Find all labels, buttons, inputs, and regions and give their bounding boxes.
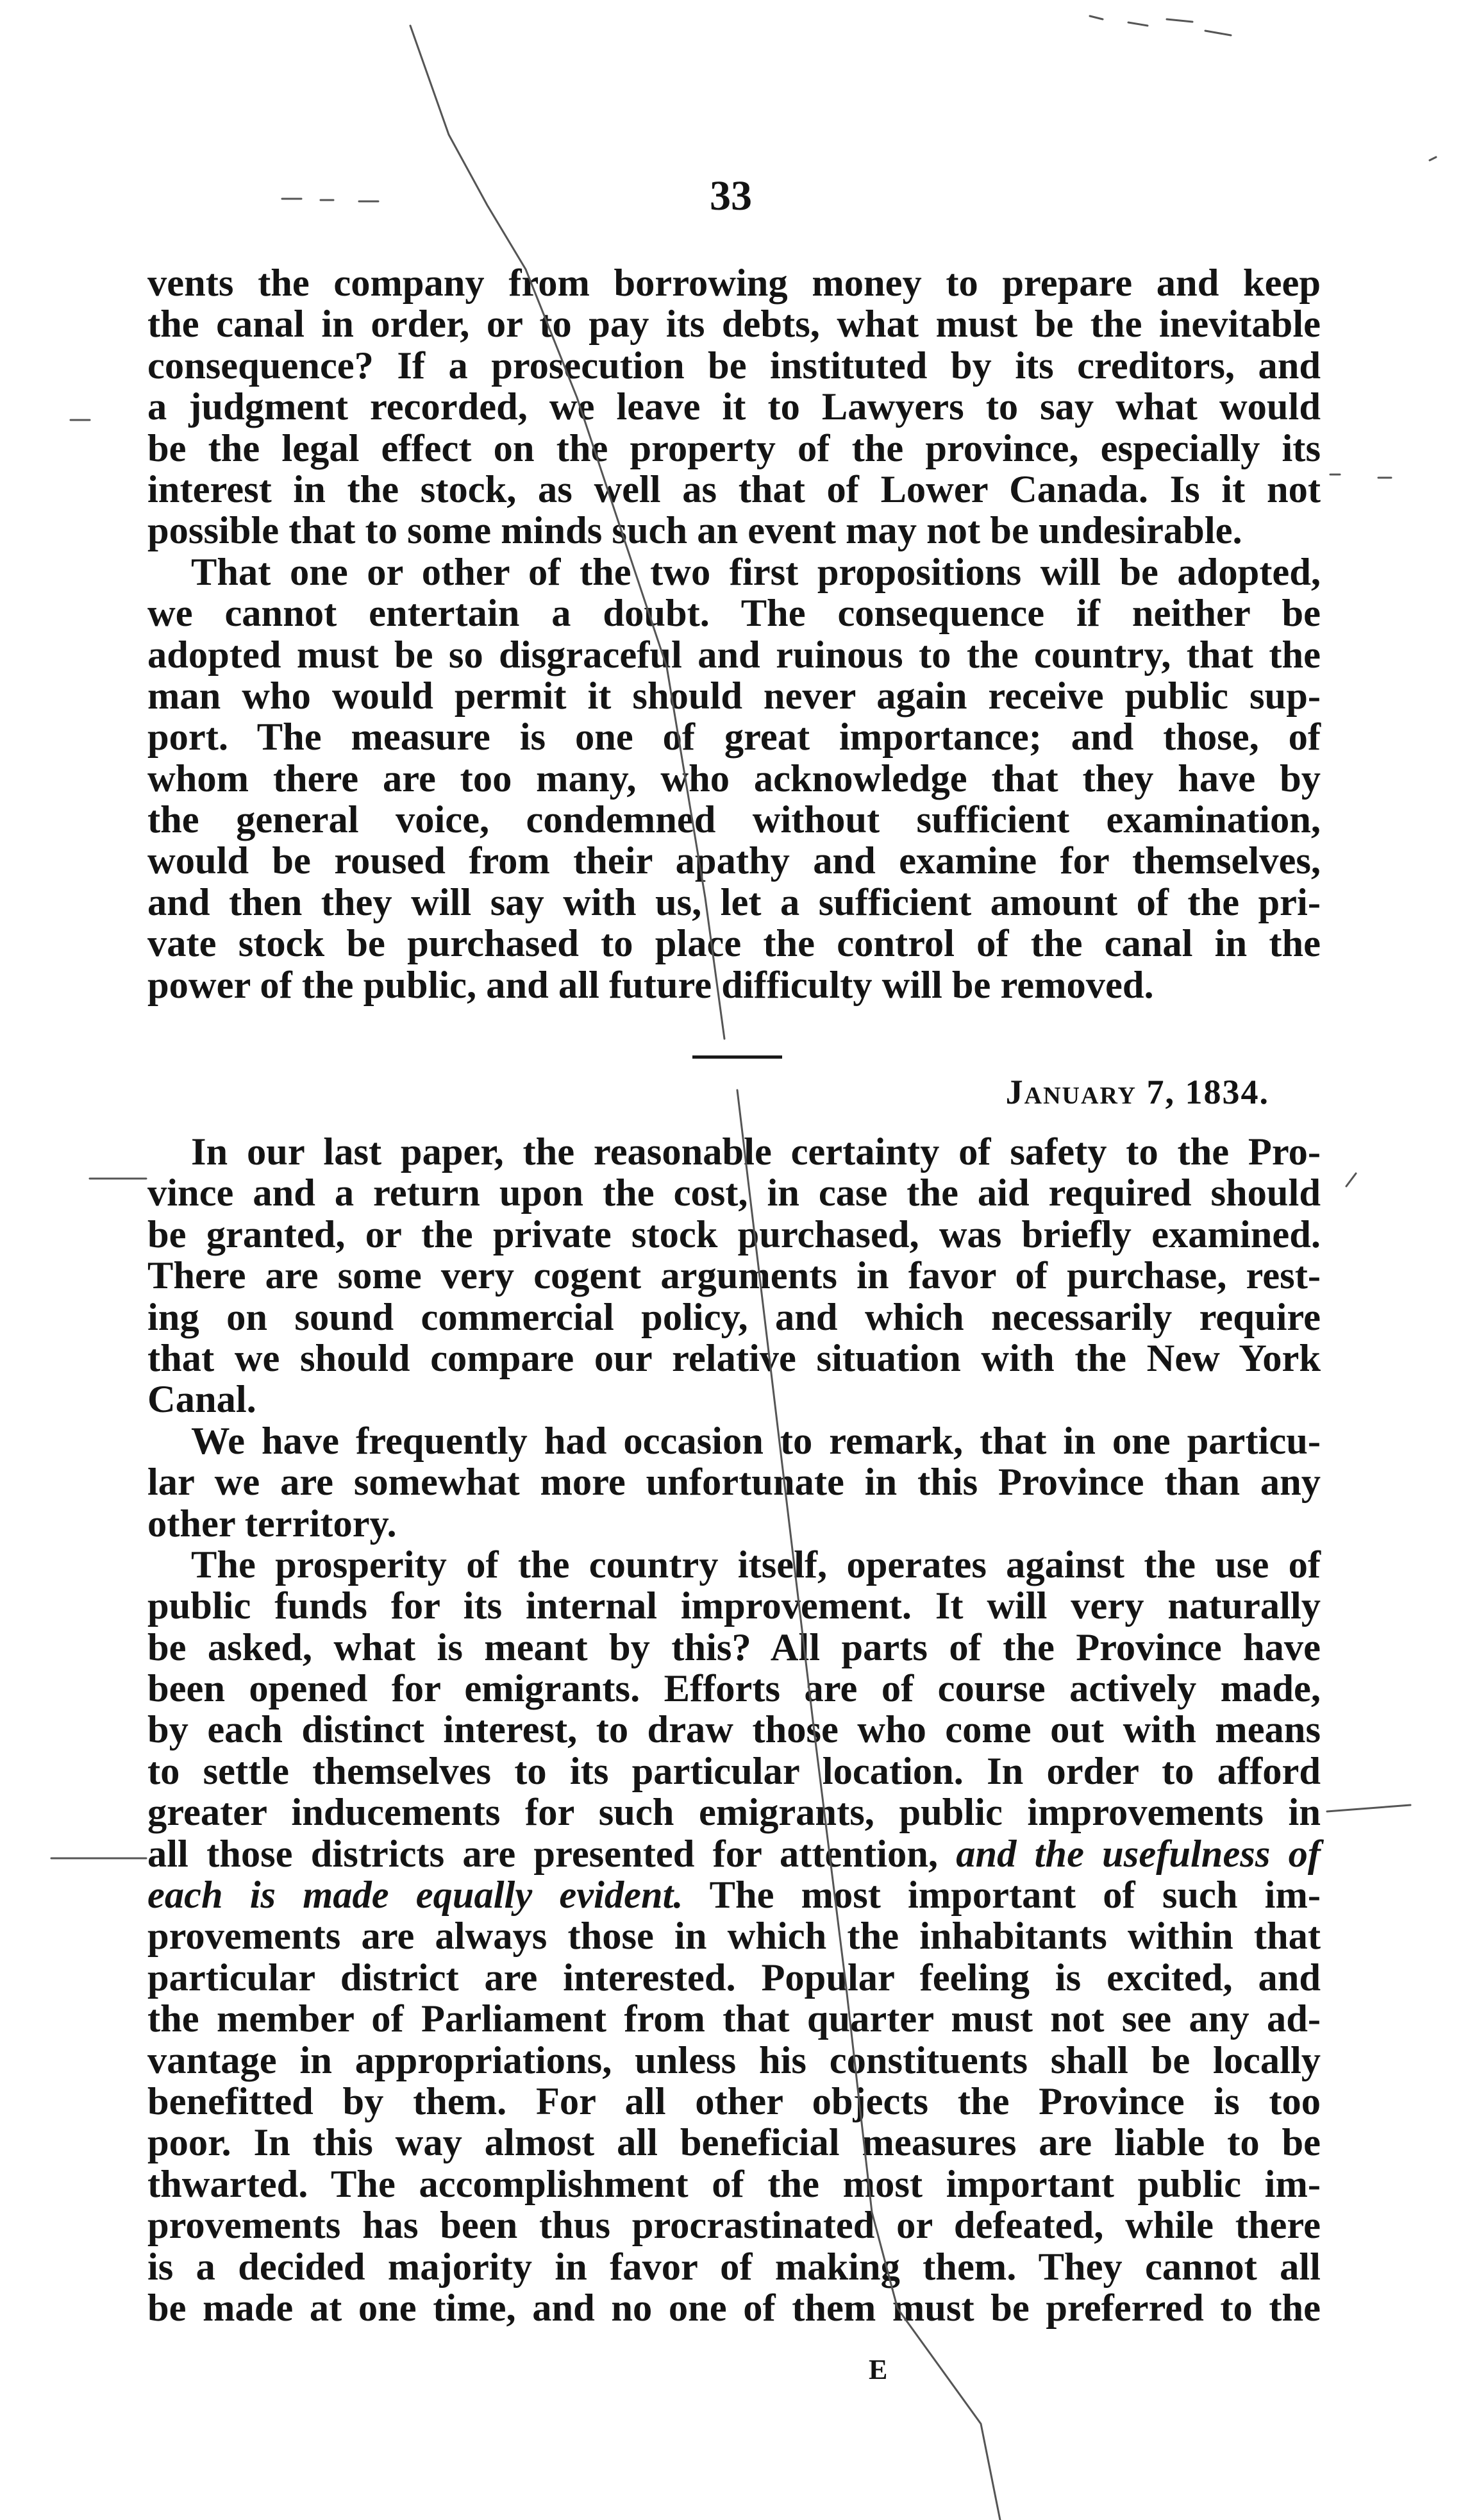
text-line: be made at one time, and no one of them must be preferred to the [147,2286,1321,2330]
text-line: greater inducements for such emigrants, public improvements in [147,1791,1321,1835]
text-line: and then they will say with us, let a sufficient amount of the pri- [147,880,1321,924]
text-line: the general voice, condemned without sufficient examination, [147,798,1321,842]
text-line: benefitted by them. For all other objects the Province is too [147,2079,1321,2123]
text-line: vince and a return upon the cost, in case the aid required should [147,1172,1321,1215]
text-line: be the legal effect on the property of the province, especially its [147,426,1321,470]
text-line: be granted, or the private stock purchased, was briefly examined. [147,1213,1321,1256]
text-line: We have frequently had occasion to remark, that in one particu- [191,1419,1321,1463]
text-segment: The most important of such im- [709,1874,1321,1917]
article-text [147,1132,1321,2329]
text-line: vents the company from borrowing money to prepare and keep [147,262,1321,305]
text-line: vate stock be purchased to place the control of the canal in the [147,922,1321,966]
text-line: Canal. [147,1378,256,1422]
scan-mark-line [1346,1173,1356,1186]
text-line: we cannot entertain a doubt. The consequence if neither be [147,592,1321,635]
text-line: man who would permit it should never again receive public sup- [147,674,1321,718]
scan-mark-line [282,199,378,201]
text-line: In our last paper, the reasonable certainty of safety to the Pro- [191,1130,1321,1173]
continued-article-text [147,263,1321,1006]
section-divider [692,1055,782,1059]
text-line: been opened for emigrants. Efforts are of course actively made, [147,1667,1321,1711]
text-line: consequence? If a prosecution be instituted by its creditors, and [147,344,1321,387]
text-line: the member of Parliament from that quarter must not see any ad- [147,1997,1321,2041]
italic-segment: and the usefulness of [956,1832,1321,1876]
dateline: January 7, 1834. [1005,1073,1269,1111]
scan-mark-line [1327,1805,1410,1811]
text-line: particular district are interested. Popular feeling is excited, and [147,1956,1321,1999]
text-line: possible that to some minds such an event may not be undesirable. [147,509,1242,553]
text-line: is a decided majority in favor of making them. They cannot all [147,2245,1321,2289]
text-line: poor. In this way almost all beneficial measures are liable to be [147,2121,1321,2165]
page-number: 33 [710,172,752,219]
text-line: port. The measure is one of great importance; and those, of [147,716,1321,759]
text-line: whom there are too many, who acknowledge that they have by [147,757,1321,800]
text-line: would be roused from their apathy and examine for themselves, [147,839,1321,883]
text-line: by each distinct interest, to draw those who come out with means [147,1708,1321,1752]
text-line: be asked, what is meant by this? All parts of the Province have [147,1625,1321,1669]
text-line: vantage in appropriations, unless his constituents shall be locally [147,2038,1321,2082]
text-line-mixed [147,1875,1321,1916]
text-line: The prosperity of the country itself, operates against the use of [191,1543,1321,1586]
text-line: to settle themselves to its particular location. In order to afford [147,1749,1321,1793]
text-line: There are some very cogent arguments in favor of purchase, rest- [147,1254,1321,1298]
text-segment: all those districts are presented for attention, [147,1832,939,1876]
printer-signature-mark: E [869,2354,888,2385]
text-line: public funds for its internal improvement. It will very naturally [147,1584,1321,1628]
text-line: that we should compare our relative situation with the New York [147,1336,1321,1380]
italic-segment: each is made equally evident. [147,1874,683,1917]
text-line: interest in the stock, as well as that of Lower Canada. Is it not [147,467,1321,511]
text-line: the canal in order, or to pay its debts, what must be the inevitable [147,303,1321,346]
text-line: lar we are somewhat more unfortunate in this Province than any [147,1461,1321,1504]
text-line: provements has been thus procrastinated or defeated, while there [147,2204,1321,2247]
text-line: power of the public, and all future difficulty will be removed. [147,963,1154,1007]
scan-mark-line [1430,157,1436,160]
scan-mark-line [1090,16,1231,35]
text-line: adopted must be so disgraceful and ruinous to the country, that the [147,633,1321,676]
text-line: That one or other of the two first propositions will be adopted, [191,550,1321,594]
text-line: a judgment recorded, we leave it to Lawyers to say what would [147,385,1321,429]
text-line: ing on sound commercial policy, and which necessarily require [147,1295,1321,1339]
text-line: thwarted. The accomplishment of the most important public im- [147,2162,1321,2206]
text-line: provements are always those in which the inhabitants within that [147,1915,1321,1958]
text-line-mixed [147,1834,1321,1875]
text-line: other territory. [147,1502,397,1545]
